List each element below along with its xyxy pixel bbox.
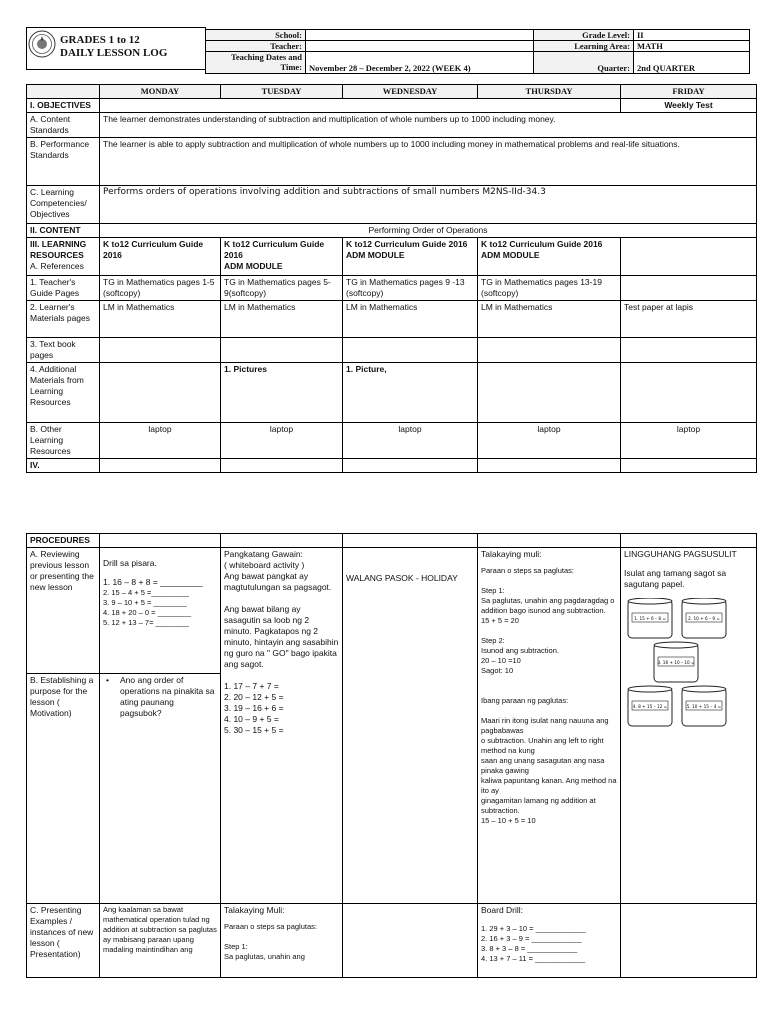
- drill-monday: [100, 548, 221, 674]
- learning-resources-label: [27, 238, 100, 276]
- bullet-icon: •: [106, 675, 109, 685]
- drill-item: 1. 16 – 8 + 8 = _________: [103, 577, 203, 587]
- day-header-friday: FRIDAY: [621, 85, 757, 99]
- other-resources-label: B. Other Learning Resources: [27, 423, 100, 459]
- tg-label: 1. Teacher's Guide Pages: [27, 276, 100, 301]
- tg-monday: TG in Mathematics pages 1-5 (softcopy): [100, 276, 221, 301]
- additional-wednesday: 1. Picture,: [343, 363, 478, 423]
- performance-standards-text: The learner is able to apply subtraction and multiplication of whole numbers up to 1000 including money in mathematical problems and real-life situations.: [100, 138, 757, 186]
- school-value: [306, 30, 534, 41]
- quarter-label: Quarter:: [534, 52, 634, 74]
- quiz-instructions: Isulat ang tamang sagot sa sagutang papel.: [624, 568, 727, 589]
- weekly-quiz-friday: [621, 548, 757, 904]
- textbook-label: 3. Text book pages: [27, 338, 100, 363]
- quiz-cans-illustration: [624, 598, 752, 734]
- group-activity-tuesday: Pangkatang Gawain: ( whiteboard activity ) Ang bawat pangkat ay magtutulungan sa pagsagot. Ang bawat bilang ay sasagutin sa loob ng 2 minuto. Pagkatapos ng 2 minuto, hintayin ang sasabihin ng guro na " GO" bago ipakita ang sagot. 1. 17 – 7 + 7 = 2. 20 – 12 + 5 = 3. 19 – 16 + 6 = 4. 10 – 9 + 5 = 5. 30 – 15 + 5 =: [221, 548, 343, 904]
- drill-item: 4. 18 + 20 – 0 = ________: [103, 608, 191, 617]
- procedures-table: [26, 533, 757, 978]
- ref-monday: K to12 Curriculum Guide 2016: [100, 238, 221, 276]
- can-2: [682, 598, 726, 638]
- can-label: 2. 10 + 6 – 9 =: [688, 616, 720, 621]
- weekly-test-label: Weekly Test: [621, 99, 757, 113]
- motivation-monday: [100, 674, 221, 904]
- other-monday: laptop: [100, 423, 221, 459]
- day-header-wednesday: WEDNESDAY: [343, 85, 478, 99]
- quarter-value: 2nd QUARTER: [634, 52, 750, 74]
- lm-wednesday: LM in Mathematics: [343, 301, 478, 338]
- board-drill-item: 2. 16 + 3 – 9 = ____________: [481, 934, 582, 943]
- day-header-tuesday: TUESDAY: [221, 85, 343, 99]
- board-drill-item: 1. 29 + 3 – 10 = ____________: [481, 924, 586, 933]
- ref-wednesday: K to12 Curriculum Guide 2016 ADM MODULE: [343, 238, 478, 276]
- can-3: [654, 642, 698, 682]
- other-friday: laptop: [621, 423, 757, 459]
- procedures-label: PROCEDURES: [27, 534, 100, 548]
- ref-thursday: K to12 Curriculum Guide 2016 ADM MODULE: [478, 238, 621, 276]
- tg-thursday: TG in Mathematics pages 13-19 (softcopy): [478, 276, 621, 301]
- board-drill-item: 3. 8 + 3 – 8 = ____________: [481, 944, 578, 953]
- board-drill-item: 4. 13 + 7 – 11 = ____________: [481, 954, 586, 963]
- lesson-log-table: [26, 84, 757, 473]
- school-label: School:: [206, 30, 306, 41]
- content-label: II. CONTENT: [27, 224, 100, 238]
- discussion-title: Talakaying muli:: [481, 549, 542, 559]
- form-title-line2: DAILY LESSON LOG: [60, 47, 168, 59]
- competencies-text: Performs orders of operations involving addition and subtractions of small numbers M2NS-IId-34.3: [100, 186, 757, 224]
- tg-wednesday: TG in Mathematics pages 9 -13 (softcopy): [343, 276, 478, 301]
- performance-standards-label: B. Performance Standards: [27, 138, 100, 186]
- competencies-label: C. Learning Competencies/ Objectives: [27, 186, 100, 224]
- presentation-tuesday: [221, 904, 343, 978]
- form-title-line1: GRADES 1 to 12: [60, 34, 140, 46]
- learning-area-label: Learning Area:: [534, 41, 634, 52]
- can-label: 3. 16 + 10 – 10 =: [657, 660, 695, 665]
- teaching-dates-label: Teaching Dates and Time:: [206, 52, 306, 74]
- presenting-label: C. Presenting Examples / instances of new lesson ( Presentation): [27, 904, 100, 978]
- learning-area-value: MATH: [634, 41, 750, 52]
- content-value: Performing Order of Operations: [100, 224, 757, 238]
- learning-resources-title: III. LEARNING RESOURCES: [30, 239, 87, 260]
- deped-seal-icon: [28, 30, 56, 58]
- can-5: [682, 686, 726, 726]
- can-4: [628, 686, 672, 726]
- objectives-label: I. OBJECTIVES: [27, 99, 100, 113]
- day-header-thursday: THURSDAY: [478, 85, 621, 99]
- references-label: A. References: [30, 261, 84, 271]
- ref-tuesday: K to12 Curriculum Guide 2016 ADM MODULE: [221, 238, 343, 276]
- presentation-tuesday-steps: Paraan o steps sa paglutas: Step 1: Sa paglutas, unahin ang: [224, 922, 317, 961]
- tg-tuesday: TG in Mathematics pages 5-9(softcopy): [221, 276, 343, 301]
- can-label: 5. 10 + 15 – 4 =: [686, 704, 722, 709]
- teacher-label: Teacher:: [206, 41, 306, 52]
- discussion-thursday: [478, 548, 621, 904]
- discussion-steps: Paraan o steps sa paglutas: Step 1: Sa paglutas, unahin ang pagdaragdag o addition bago isunod ang subtraction. 15 + 5 = 20 Step 2: Isunod ang subtraction. 20 – 10 =10 Sagot: 10 Ibang paraan ng paglutas: Maari rin itong isulat nang nauuna ang pagbabawas o subtraction. Unahin ang left to right method na kung saan ang unang sasagutan ang nasa pinaka gawing kaliwa papuntang kanan. Ang method na ito ay ginagamitan lamang ng addition at subtraction. 15 – 10 + 5 = 10: [481, 566, 617, 825]
- grade-level-label: Grade Level:: [534, 30, 634, 41]
- quiz-title: LINGGUHANG PAGSUSULIT: [624, 549, 737, 559]
- additional-tuesday: 1. Pictures: [221, 363, 343, 423]
- motivation-question: Ano ang order of operations na pinakita sa ating paunang pagsubok?: [120, 675, 215, 718]
- drill-item: 2. 15 – 4 + 5 =_________: [103, 588, 189, 597]
- teacher-value: [306, 41, 534, 52]
- teaching-dates-value: November 28 – December 2, 2022 (WEEK 4): [306, 52, 534, 74]
- drill-title: Drill sa pisara.: [103, 558, 157, 568]
- day-header-monday: MONDAY: [100, 85, 221, 99]
- drill-item: 5. 12 + 13 – 7= ________: [103, 618, 189, 627]
- lm-monday: LM in Mathematics: [100, 301, 221, 338]
- corner-cell: [27, 85, 100, 99]
- other-thursday: laptop: [478, 423, 621, 459]
- lm-friday: Test paper at lapis: [621, 301, 757, 338]
- content-standards-text: The learner demonstrates understanding of subtraction and multiplication of whole numbers up to 1000 including money.: [100, 113, 757, 138]
- holiday-wednesday: WALANG PASOK - HOLIDAY: [343, 548, 478, 904]
- can-label: 4. 8 + 15 – 12 =: [632, 704, 668, 709]
- lm-thursday: LM in Mathematics: [478, 301, 621, 338]
- presentation-tuesday-title: Talakaying Muli:: [224, 905, 285, 915]
- lm-label: 2. Learner's Materials pages: [27, 301, 100, 338]
- can-1: [628, 598, 672, 638]
- board-drill-thursday: [478, 904, 621, 978]
- header-info-table: [205, 29, 750, 74]
- drill-item: 3. 9 – 10 + 5 = ________: [103, 598, 187, 607]
- other-wednesday: laptop: [343, 423, 478, 459]
- other-tuesday: laptop: [221, 423, 343, 459]
- content-standards-label: A. Content Standards: [27, 113, 100, 138]
- board-drill-title: Board Drill:: [481, 905, 524, 915]
- reviewing-label: A. Reviewing previous lesson or presenting the new lesson: [27, 548, 100, 674]
- iv-label: IV.: [27, 459, 100, 473]
- additional-materials-label: 4. Additional Materials from Learning Resources: [27, 363, 100, 423]
- purpose-label: B. Establishing a purpose for the lesson ( Motivation): [27, 674, 100, 904]
- grade-level-value: II: [634, 30, 750, 41]
- presentation-monday: Ang kaalaman sa bawat mathematical operation tulad ng addition at subtraction sa paglutas ay mabisang paraan upang madaling maintindihan ang: [100, 904, 221, 978]
- can-label: 1. 15 + 6 – 8 =: [634, 616, 666, 621]
- lm-tuesday: LM in Mathematics: [221, 301, 343, 338]
